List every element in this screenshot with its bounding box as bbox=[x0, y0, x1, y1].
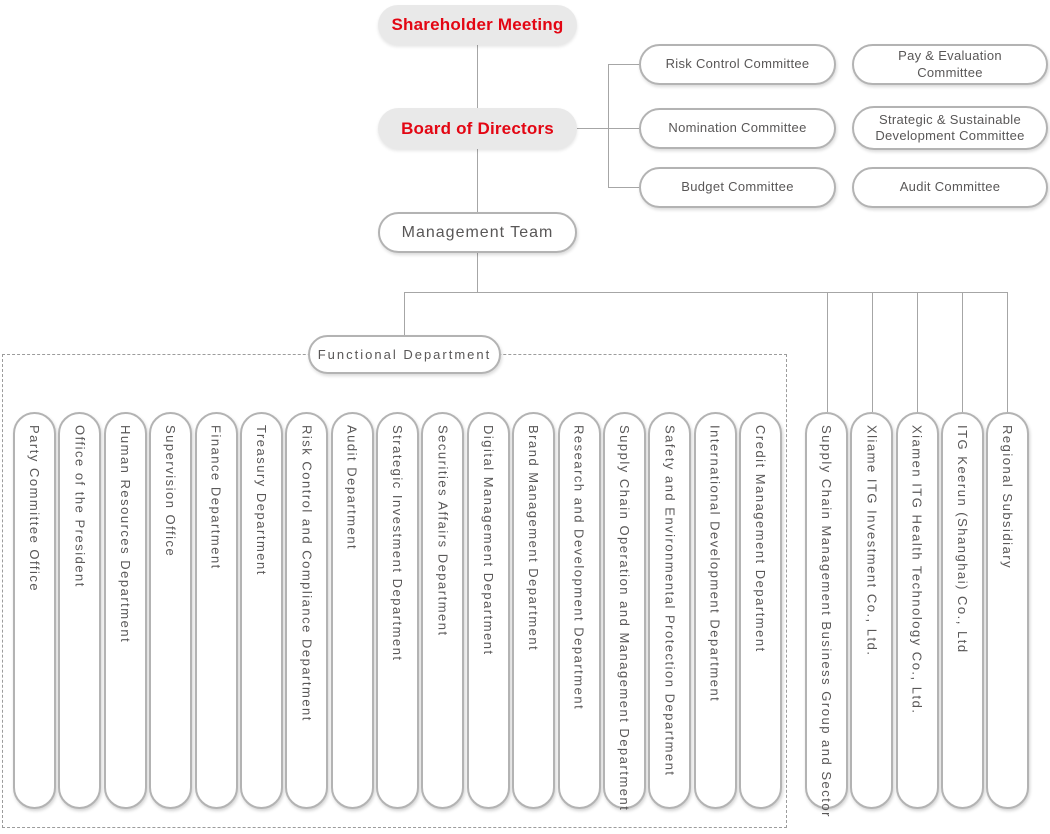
committee-label: Strategic & Sustainable Development Committee bbox=[875, 111, 1025, 143]
committee-label: Audit Committee bbox=[899, 179, 1001, 195]
connector-shareholder-board bbox=[477, 45, 478, 108]
node-subsidiary-regional bbox=[986, 412, 1029, 809]
node-department-international-development bbox=[694, 412, 737, 809]
connector-subsidiary-drop-3 bbox=[917, 292, 918, 412]
committee-label: Pay & Evaluation Committee bbox=[898, 48, 1002, 80]
node-subsidiary-supply-chain-business-group bbox=[805, 412, 848, 818]
connector-board-management bbox=[477, 149, 478, 212]
node-department-office-of-the-president bbox=[58, 412, 101, 809]
node-shareholder-meeting bbox=[378, 5, 577, 45]
node-department-securities-affairs bbox=[421, 412, 464, 809]
node-strategic-sustainable-development-committee bbox=[852, 106, 1048, 150]
node-department-supervision-office bbox=[149, 412, 192, 809]
committee-label: Nomination Committee bbox=[668, 120, 807, 136]
department-label: Research and Development Department bbox=[571, 425, 587, 711]
node-department-brand-management bbox=[512, 412, 555, 809]
management-team-label: Management Team bbox=[401, 223, 554, 241]
connector-subsidiary-drop-4 bbox=[962, 292, 963, 412]
node-management-team bbox=[378, 212, 577, 253]
department-label: International Development Department bbox=[707, 425, 723, 703]
node-budget-committee bbox=[639, 167, 836, 208]
committee-label: Risk Control Committee bbox=[665, 56, 810, 72]
subsidiary-label: Xiamen ITG Health Technology Co., Ltd. bbox=[909, 425, 925, 715]
node-department-risk-control-compliance bbox=[285, 412, 328, 809]
subsidiary-label: Supply Chain Management Business Group and Sector bbox=[819, 425, 834, 818]
subsidiary-label: ITG Keerun (Shanghai) Co., Ltd bbox=[954, 425, 970, 654]
subsidiaries-row bbox=[805, 412, 1029, 818]
connector-stub-risk-control bbox=[608, 64, 639, 65]
node-department-treasury bbox=[240, 412, 283, 809]
connector-board-committees bbox=[577, 128, 608, 129]
connector-subsidiary-drop-2 bbox=[872, 292, 873, 412]
node-nomination-committee bbox=[639, 108, 836, 149]
department-label: Audit Department bbox=[344, 425, 360, 551]
node-department-party-committee-office bbox=[13, 412, 56, 809]
department-label: Supply Chain Operation and Management Department bbox=[616, 425, 632, 812]
node-department-finance bbox=[195, 412, 238, 809]
connector-committees-trunk bbox=[608, 64, 609, 188]
node-department-research-development bbox=[558, 412, 601, 809]
node-subsidiary-itg-investment bbox=[850, 412, 893, 809]
committee-label: Budget Committee bbox=[681, 179, 794, 195]
node-board-of-directors bbox=[378, 108, 577, 149]
department-label: Supervision Office bbox=[163, 425, 179, 558]
subsidiary-label: Regional Subsidiary bbox=[1000, 425, 1015, 570]
connector-stub-nomination bbox=[608, 128, 639, 129]
shareholder-meeting-label: Shareholder Meeting bbox=[391, 15, 564, 34]
department-label: Securities Affairs Department bbox=[435, 425, 451, 637]
functional-department-label: Functional Department bbox=[317, 347, 492, 362]
department-label: Credit Management Department bbox=[753, 425, 768, 653]
connector-management-down bbox=[477, 253, 478, 292]
node-department-supply-chain-operation bbox=[603, 412, 646, 812]
node-risk-control-committee bbox=[639, 44, 836, 85]
node-pay-evaluation-committee bbox=[852, 44, 1048, 85]
node-subsidiary-itg-health-technology bbox=[896, 412, 939, 809]
subsidiary-label: Xliame ITG Investment Co., Ltd. bbox=[864, 425, 880, 657]
department-label: Office of the President bbox=[72, 425, 88, 588]
department-label: Human Resources Department bbox=[117, 425, 133, 644]
node-department-audit bbox=[331, 412, 374, 809]
node-audit-committee bbox=[852, 167, 1048, 208]
connector-subsidiary-drop-1 bbox=[827, 292, 828, 412]
connector-subsidiary-drop-5 bbox=[1007, 292, 1008, 412]
department-label: Party Committee Office bbox=[27, 425, 42, 593]
node-department-strategic-investment bbox=[376, 412, 419, 809]
node-functional-department bbox=[308, 335, 501, 374]
node-department-credit-management bbox=[739, 412, 782, 809]
board-of-directors-label: Board of Directors bbox=[401, 118, 554, 138]
connector-stub-budget bbox=[608, 187, 639, 188]
node-department-human-resources bbox=[104, 412, 147, 809]
department-label: Treasury Department bbox=[253, 425, 269, 576]
department-label: Finance Department bbox=[208, 425, 224, 570]
department-label: Digital Management Department bbox=[480, 425, 496, 656]
node-subsidiary-itg-keerun-shanghai bbox=[941, 412, 984, 809]
department-label: Risk Control and Compliance Department bbox=[299, 425, 315, 722]
connector-functional-drop bbox=[404, 292, 405, 335]
node-department-digital-management bbox=[467, 412, 510, 809]
department-label: Safety and Environmental Protection Department bbox=[662, 425, 678, 777]
department-label: Brand Management Department bbox=[526, 425, 542, 652]
departments-row bbox=[13, 412, 782, 812]
node-department-safety-environmental bbox=[648, 412, 691, 809]
department-label: Strategic Investment Department bbox=[390, 425, 405, 662]
